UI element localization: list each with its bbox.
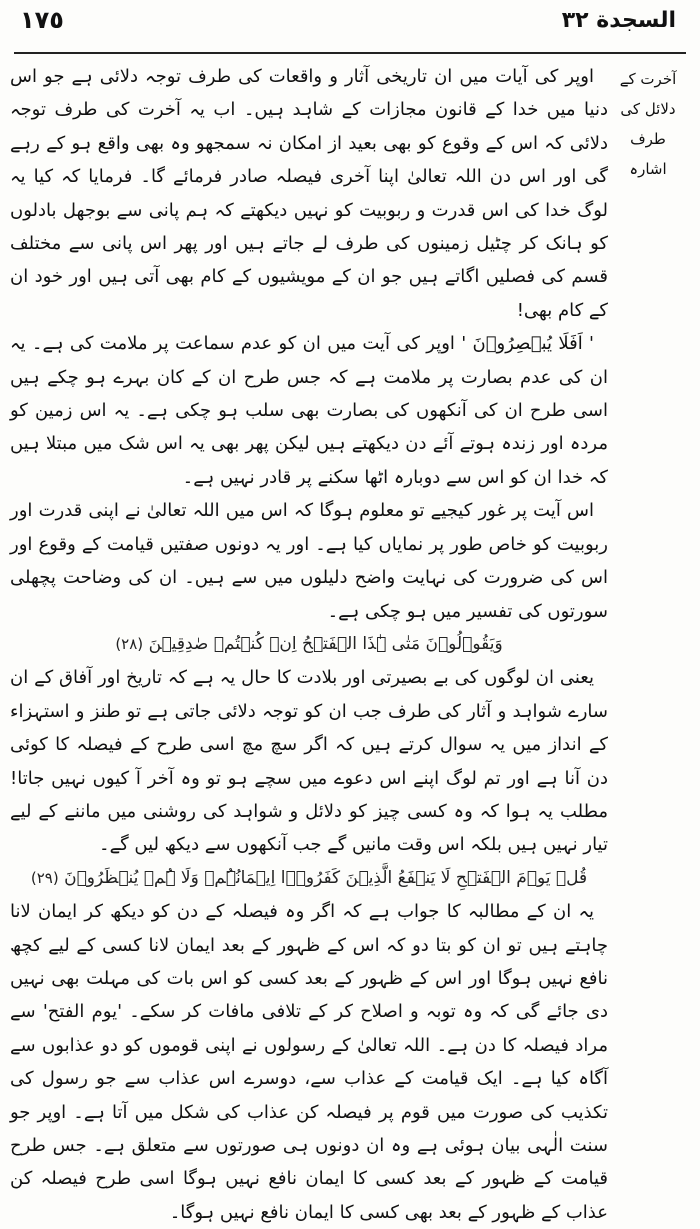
margin-note-line: آخرت کے	[619, 70, 677, 88]
verse-number: (٢٩)	[30, 868, 59, 887]
margin-note-line: اشارہ	[629, 160, 667, 178]
paragraph: یہ ان کے مطالبہ کا جواب ہے کہ اگر وہ فیصلہ کے دن کو دیکھ کر ایمان لانا چاہتے ہیں تو ان کو بتا دو کہ اس کے ظہور کے بعد ایمان لانا کسی کے لیے کچھ نافع نہیں ہوگا اور اس کے ظہور کے بعد کسی کو اس بات کی مہلت بھی نہیں دی جائے گی کہ وہ توبہ و اصلاح کر کے تلافی مافات کر سکے۔ 'یوم الفتح' سے مراد فیصلہ کا دن ہے۔ اللہ تعالیٰ کے رسولوں نے اپنی قوموں کو دو عذابوں سے آگاہ کیا ہے۔ ایک قیامت کے عذاب سے، دوسرے اس عذاب سے جو رسول کی تکذیب کی صورت میں قوم پر فیصلہ کن عذاب کی شکل میں آتا ہے۔ اوپر جو سنت الٰہی بیان ہوئی ہے وہ ان دونوں ہی صورتوں سے متعلق ہے۔ جس طرح قیامت کے ظہور کے بعد کسی کا ایمان نافع نہیں ہوگا اسی طرح فیصلہ کن عذاب کے ظہور کے بعد بھی کسی کا ایمان نافع نہیں ہوگا۔	[10, 901, 608, 1223]
header-rule	[14, 52, 686, 54]
paragraph: یعنی ان لوگوں کی بے بصیرتی اور بلادت کا حال یہ ہے کہ تاریخ اور آفاق کے ان سارے شواہد و آثار کی طرف جب ان کو توجہ دلائی جاتی ہے تو طنز و استہزاء کے انداز میں یہ سوال کرتے ہیں کہ اگر سچ مچ اسی طرح کے فیصلہ کا کوئی دن آنا ہے اور تم لوگ اپنے اس دعوے میں سچے ہو تو وہ آخر آ کیوں نہیں جاتا! مطلب یہ ہوا کہ وہ کسی چیز کو دلائل و شواہد کی روشنی میں ماننے کے لیے تیار نہیں ہیں بلکہ اس وقت مانیں گے جب آنکھوں سے دیکھ لیں گے۔	[10, 667, 608, 856]
margin-note	[604, 64, 692, 184]
margin-note-line: دلائل کی طرف	[620, 100, 676, 148]
paragraph: اس آیت پر غور کیجیے تو معلوم ہوگا کہ اس میں اللہ تعالیٰ نے اپنی قدرت اور ربوبیت کو خاص طور پر نمایاں کیا ہے۔ اور یہ دونوں صفتیں قیامت کے وقوع اور اس کی ضرورت کی نہایت واضح دلیلوں میں سے ہیں۔ ان کی وضاحت پچھلی سورتوں کی تفسیر میں ہو چکی ہے۔	[10, 500, 608, 622]
page-header	[0, 6, 700, 46]
verse-text: وَیَقُوۡلُوۡنَ مَتٰی ہٰذَا الۡفَتۡحُ اِنۡ کُنۡتُمۡ صٰدِقِیۡنَ	[148, 633, 503, 654]
paragraph: ' اَفَلَا یُبۡصِرُوۡنَ ' اوپر کی آیت میں ان کو عدم سماعت پر ملامت کی ہے۔ یہ ان کی عدم بصارت پر ملامت ہے کہ جس طرح ان کے کان بہرے ہو چکے ہیں اسی طرح ان کی آنکھوں کی بصارت بھی سلب ہو چکی ہے۔ یہ اس زمین کو مردہ اور زندہ ہوتے آئے دن دیکھتے ہیں لیکن پھر بھی یہ اس شک میں مبتلا ہیں کہ خدا ان کو اس سے دوبارہ اٹھا سکنے پر قادر نہیں ہے۔	[10, 333, 608, 488]
verse-number: (٢٨)	[115, 634, 144, 653]
quran-verse	[10, 862, 608, 895]
commentary-body	[10, 60, 608, 1223]
page-number: ١٧٥	[20, 6, 64, 34]
paragraph: اوپر کی آیات میں ان تاریخی آثار و واقعات کی طرف توجہ دلائی ہے جو اس دنیا میں خدا کے قانون مجازات کے شاہد ہیں۔ اب یہ آخرت کی طرف توجہ دلائی کہ اس کے وقوع کو بھی بعید از امکان نہ سمجھو وہ بھی واقع ہو کے رہے گی اور اس دن اللہ تعالیٰ اپنا آخری فیصلہ صادر فرمائے گا۔ فرمایا کہ کیا یہ لوگ خدا کی اس قدرت و ربوبیت کو نہیں دیکھتے کہ ہم پانی سے بوجھل بادلوں کو ہانک کر چٹیل زمینوں کی طرف لے جاتے ہیں اور پھر اس پانی سے مختلف قسم کی فصلیں اگاتے ہیں جو ان کے مویشیوں کے کام بھی آتی ہیں اور خود ان کے کام بھی!	[10, 66, 608, 321]
quran-verse	[10, 628, 608, 661]
surah-title: السجدة ٣٢	[561, 8, 676, 33]
verse-text: قُلۡ یَوۡمَ الۡفَتۡحِ لَا یَنۡفَعُ الَّذِیۡنَ کَفَرُوۡۤا اِیۡمَانُہُمۡ وَلَا ہُمۡ یُنۡظَرُوۡنَ	[64, 867, 588, 888]
